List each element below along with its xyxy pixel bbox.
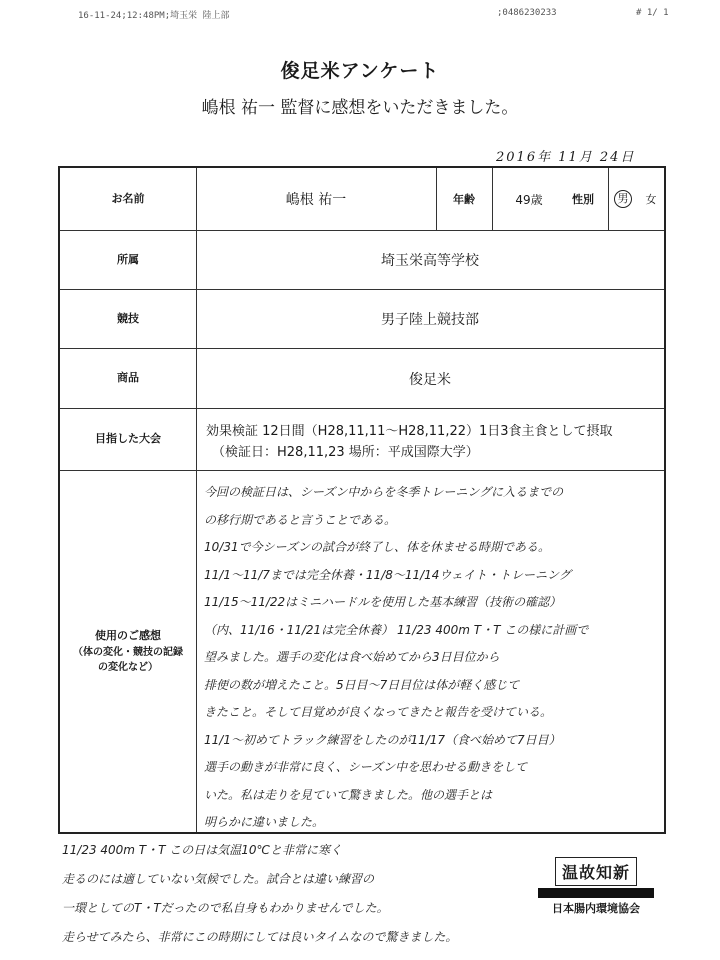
handwritten-line: 明らかに違いました。 bbox=[204, 815, 325, 829]
fax-header-page: # 1/ 1 bbox=[636, 8, 669, 18]
handwritten-line: 一環としてのT・Tだったので私自身もわかりませんでした。 bbox=[62, 901, 389, 915]
product-label: 商品 bbox=[60, 349, 197, 408]
handwritten-line: 走るのには適していない気候でした。試合とは違い練習の bbox=[62, 872, 375, 886]
age-label: 年齢 bbox=[453, 193, 475, 206]
impression-label-cell bbox=[60, 471, 197, 832]
goal-row bbox=[60, 409, 664, 471]
handwritten-line: 今回の検証日は、シーズン中からを冬季トレーニングに入るまでの bbox=[204, 485, 564, 499]
stamp-slogan: 温故知新 bbox=[555, 857, 637, 886]
handwritten-line: 10/31で今シーズンの試合が終了し、体を休ませる時期である。 bbox=[204, 540, 550, 554]
gender-male-circled: 男 bbox=[614, 190, 632, 208]
handwritten-date: 2016年 11月 24日 bbox=[496, 150, 636, 165]
goal-text bbox=[206, 421, 613, 463]
goal-line: （検証日：H28,11,23 場所：平成国際大学） bbox=[212, 445, 479, 460]
handwritten-line: 選手の動きが非常に良く、シーズン中を思わせる動きをして bbox=[204, 760, 528, 774]
impression-handwriting bbox=[204, 479, 666, 837]
impression-label: 使用のご感想 bbox=[95, 629, 161, 643]
organization-stamp bbox=[532, 857, 660, 916]
affiliation-label: 所属 bbox=[60, 231, 197, 289]
fax-header-left: 16-11-24;12:48PM;埼玉栄 陸上部 bbox=[78, 11, 230, 21]
document-title: 俊足米アンケート bbox=[280, 60, 440, 82]
name-value: 嶋根 祐一 bbox=[285, 192, 347, 208]
affiliation-value: 埼玉栄高等学校 bbox=[381, 253, 479, 269]
handwritten-line: 排便の数が増えたこと。5日目〜7日目位は体が軽く感じて bbox=[204, 677, 520, 692]
handwritten-line: 11/1〜11/7までは完全休養・11/8〜11/14ウェイト・トレーニング bbox=[204, 567, 571, 582]
name-label: お名前 bbox=[60, 168, 197, 230]
goal-line: 効果検証 12日間（H28,11,11〜H28,11,22）1日3食主食として摂取 bbox=[206, 424, 613, 439]
fax-header bbox=[0, 8, 720, 22]
handwritten-line: 11/23 400m T・T この日は気温10℃と非常に寒く bbox=[62, 843, 343, 857]
age-value: 49歳 bbox=[515, 192, 543, 207]
stamp-bar bbox=[538, 888, 654, 898]
gender-female-option: 女 bbox=[645, 193, 657, 206]
handwritten-line: いた。私は走りを見ていて驚きました。他の選手とは bbox=[204, 787, 493, 802]
handwritten-line: （内、11/16・11/21は完全休養） 11/23 400m T・T この様に計画で bbox=[204, 622, 589, 637]
sport-value: 男子陸上競技部 bbox=[381, 312, 479, 328]
handwritten-line: 11/1〜初めてトラック練習をしたのが11/17（食べ始めて7日目） bbox=[204, 732, 561, 747]
handwritten-line: きたこと。そして目覚めが良くなってきたと報告を受けている。 bbox=[204, 705, 553, 719]
stamp-org-name: 日本腸内環境協会 bbox=[552, 902, 640, 915]
gender-label: 性別 bbox=[572, 193, 594, 206]
name-row bbox=[60, 168, 664, 231]
handwritten-line: 望みました。選手の変化は食べ始めてから3日目位から bbox=[204, 650, 500, 664]
handwritten-line: の移行期であると言うことである。 bbox=[204, 512, 397, 527]
goal-label: 目指した大会 bbox=[60, 409, 197, 470]
sport-row bbox=[60, 290, 664, 349]
impression-sublabel: （体の変化・競技の記録の変化など） bbox=[73, 646, 183, 673]
handwritten-line: 走らせてみたら、非常にこの時期にしては良いタイムなので驚きました。 bbox=[62, 930, 458, 944]
product-row bbox=[60, 349, 664, 409]
bottom-handwritten-note bbox=[62, 836, 532, 952]
document-subtitle: 嶋根 祐一 監督に感想をいただきました。 bbox=[201, 98, 519, 118]
handwritten-line: 11/15〜11/22はミニハードルを使用した基本練習（技術の確認） bbox=[204, 595, 562, 609]
product-value: 俊足米 bbox=[409, 371, 451, 388]
impression-row bbox=[60, 471, 664, 832]
sport-label: 競技 bbox=[60, 290, 197, 348]
affiliation-row bbox=[60, 231, 664, 290]
fax-header-number: ;0486230233 bbox=[497, 8, 557, 18]
survey-form bbox=[58, 166, 666, 834]
gender-male-option bbox=[608, 168, 638, 230]
